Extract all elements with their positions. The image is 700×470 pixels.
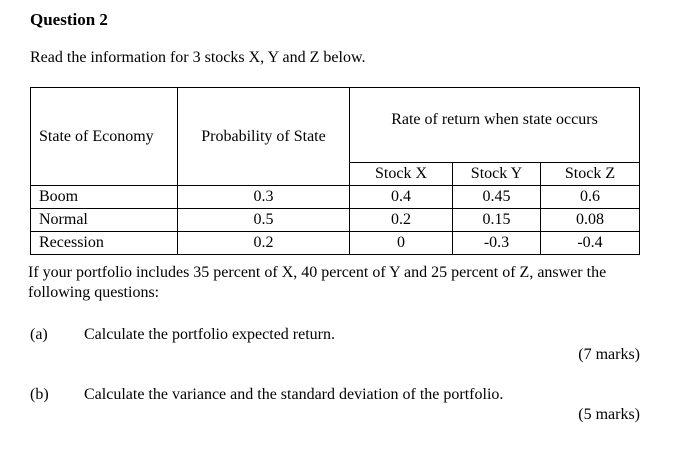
header-stock-x: Stock X (350, 163, 453, 186)
cell-state: Normal (31, 209, 178, 232)
cell-probability: 0.5 (178, 209, 350, 232)
cell-probability: 0.2 (178, 232, 350, 255)
intro-text: Read the information for 3 stocks X, Y and Z below. (30, 49, 366, 66)
cell-stock-z: 0.6 (541, 186, 640, 209)
header-stock-y: Stock Y (453, 163, 541, 186)
table-row (31, 209, 640, 232)
cell-stock-z: -0.4 (541, 232, 640, 255)
cell-stock-y: 0.15 (453, 209, 541, 232)
question-title: Question 2 (30, 10, 108, 29)
question-b-marks: (5 marks) (578, 406, 640, 423)
question-a-label: (a) (30, 326, 48, 343)
cell-state: Boom (31, 186, 178, 209)
header-state-of-economy: State of Economy (31, 88, 178, 186)
question-b-text: Calculate the variance and the standard deviation of the portfolio. (84, 386, 504, 403)
question-b-label: (b) (30, 386, 49, 403)
cell-probability: 0.3 (178, 186, 350, 209)
question-a-marks: (7 marks) (578, 346, 640, 363)
cell-stock-y: -0.3 (453, 232, 541, 255)
cell-state: Recession (31, 232, 178, 255)
cell-stock-x: 0.2 (350, 209, 453, 232)
returns-table (30, 87, 640, 255)
header-stock-z: Stock Z (541, 163, 640, 186)
cell-stock-z: 0.08 (541, 209, 640, 232)
header-probability-of-state: Probability of State (178, 88, 350, 186)
table-header-row (31, 88, 640, 163)
table-row (31, 186, 640, 209)
header-rate-of-return: Rate of return when state occurs (350, 88, 640, 163)
cell-stock-y: 0.45 (453, 186, 541, 209)
cell-stock-x: 0 (350, 232, 453, 255)
table-row (31, 232, 640, 255)
question-a-text: Calculate the portfolio expected return. (84, 326, 336, 343)
portfolio-paragraph: If your portfolio includes 35 percent of X, 40 percent of Y and 25 percent of Z, answer the following questions: (28, 264, 607, 301)
cell-stock-x: 0.4 (350, 186, 453, 209)
